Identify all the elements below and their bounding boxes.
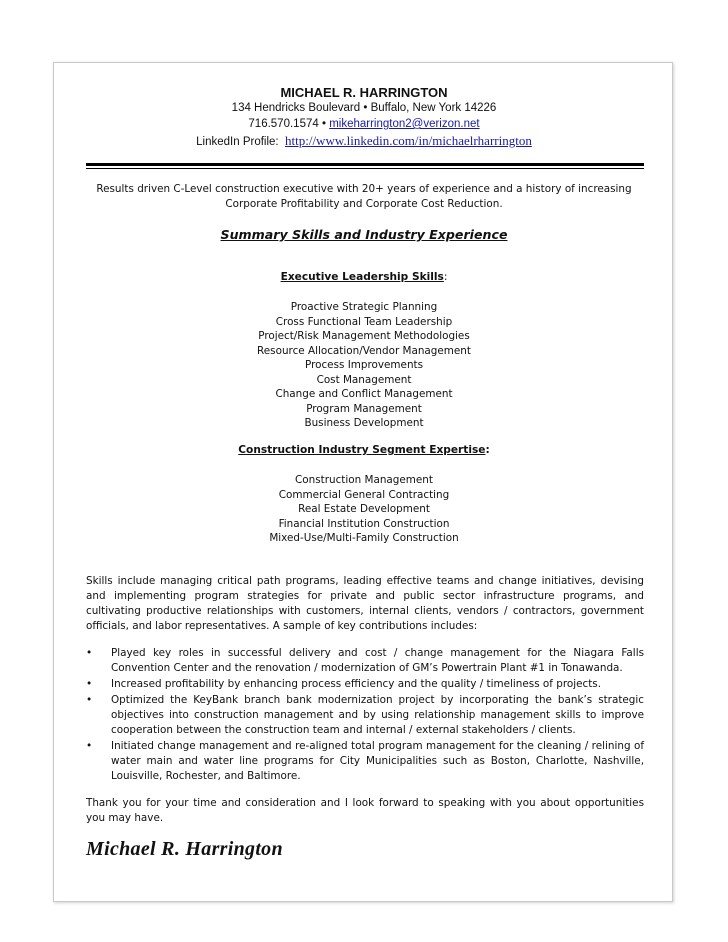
resume-page [53, 62, 673, 902]
construction-expertise-list [54, 473, 674, 546]
construction-expertise-heading [54, 444, 674, 456]
header-divider-thick [86, 163, 644, 166]
contribution-text: Increased profitability by enhancing process efficiency and the quality / timeliness of projects. [111, 678, 602, 690]
summary-line: Results driven C-Level construction executive with 20+ years of experience and a history of increasing [96, 183, 632, 195]
candidate-name: MICHAEL R. HARRINGTON [280, 85, 448, 100]
phone-number: 716.570.1574 • [248, 118, 326, 130]
list-item: Process Improvements [304, 359, 424, 371]
executive-skills-heading [54, 271, 674, 283]
heading-colon: : [485, 444, 490, 456]
bullet-icon: • [86, 647, 93, 659]
list-item: Cost Management [316, 373, 412, 386]
email-link[interactable]: mikeharrington2@verizon.net [329, 118, 480, 130]
contribution-text: Played key roles in successful delivery and cost / change management for the Niagara Falls Convention Center and the renovation / modernization of GM’s Powertrain Plant #1 in Tonawanda. [111, 647, 644, 674]
closing-paragraph: Thank you for your time and consideration and I look forward to speaking with you about opportunities you may have. [86, 797, 644, 824]
contribution-item [86, 693, 644, 738]
bullet-icon: • [86, 678, 93, 690]
contribution-item [86, 646, 644, 676]
list-item: Construction Management [295, 474, 433, 486]
bullet-icon: • [86, 740, 93, 752]
executive-skills-title: Executive Leadership Skills [280, 271, 444, 283]
contact-line [54, 118, 674, 130]
linkedin-link[interactable]: http://www.linkedin.com/in/michaelrharrington [285, 133, 532, 148]
list-item: Resource Allocation/Vendor Management [257, 344, 471, 357]
executive-skills-list [54, 300, 674, 431]
list-item: Proactive Strategic Planning [290, 301, 438, 313]
summary-line: Corporate Profitability and Corporate Cost Reduction. [225, 197, 503, 210]
summary-statement [54, 182, 674, 211]
construction-expertise-title: Construction Industry Segment Expertise [238, 444, 486, 456]
contribution-text: Optimized the KeyBank branch bank modernization project by incorporating the bank’s strategic objectives into construction management and by using relationship management skills to improve cooperation between the construction team and internal / external stakeholders / clients. [111, 694, 644, 736]
list-item: Commercial General Contracting [278, 488, 450, 501]
contribution-item [86, 739, 644, 784]
list-item: Cross Functional Team Leadership [275, 315, 453, 328]
header-divider-thin [86, 168, 644, 169]
contribution-text: Initiated change management and re-aligned total program management for the cleaning / relining of water main and water line programs for City Municipalities such as Boston, Charlotte, Nashville, Louisville, Rochester, and Baltimore. [111, 740, 644, 782]
signature: Michael R. Harrington [86, 838, 283, 860]
contribution-item [86, 677, 644, 692]
contributions-list [86, 646, 644, 785]
list-item: Business Development [304, 417, 424, 429]
linkedin-label: LinkedIn Profile: [196, 136, 279, 148]
list-item: Real Estate Development [298, 503, 430, 515]
list-item: Program Management [306, 402, 422, 415]
list-item: Mixed-Use/Multi-Family Construction [269, 532, 459, 544]
linkedin-line [54, 133, 674, 149]
list-item: Financial Institution Construction [278, 517, 450, 530]
heading-colon: : [443, 271, 448, 283]
list-item: Change and Conflict Management [275, 388, 453, 400]
bullet-icon: • [86, 694, 93, 706]
section-title: Summary Skills and Industry Experience [220, 227, 508, 242]
address-line: 134 Hendricks Boulevard • Buffalo, New York 14226 [231, 102, 497, 114]
list-item: Project/Risk Management Methodologies [258, 330, 470, 342]
skills-paragraph: Skills include managing critical path programs, leading effective teams and change initiatives, devising and implementing program strategies for private and public sector infrastructure programs, and cultivating productive relationships with customers, internal clients, vendors / contractors, government officials, and labor representatives. A sample of key contributions includes: [86, 575, 644, 632]
